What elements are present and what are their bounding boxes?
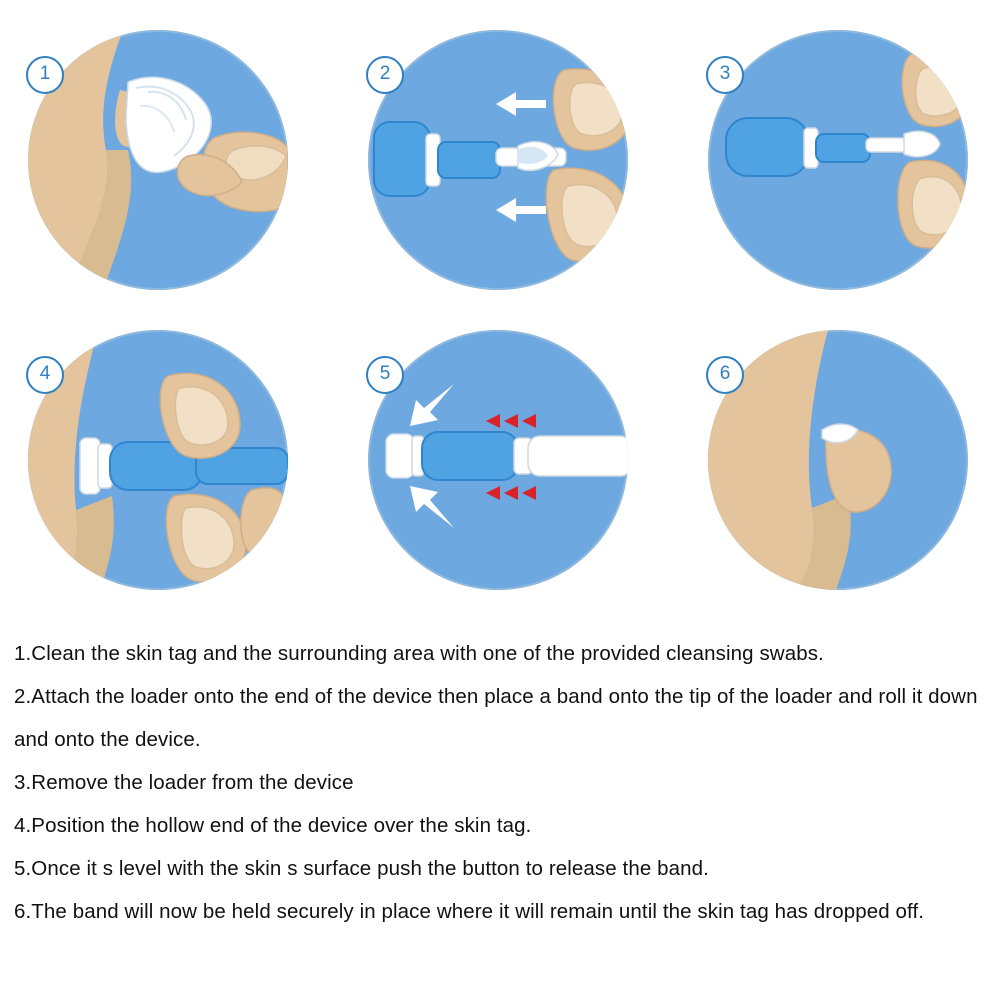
step-position-device xyxy=(10,320,310,600)
illustration-position-device xyxy=(28,330,288,590)
step-illustration-4 xyxy=(28,330,288,590)
step-badge-3: 3 xyxy=(706,56,744,94)
step-badge-6: 6 xyxy=(706,356,744,394)
instruction-line-3: 3.Remove the loader from the device xyxy=(14,771,354,794)
step-clean-skin-tag xyxy=(10,20,310,300)
step-attach-loader-and-band xyxy=(350,20,650,300)
step-badge-4: 4 xyxy=(26,356,64,394)
illustration-release-band xyxy=(368,330,628,590)
step-badge-2: 2 xyxy=(366,56,404,94)
illustration-remove-loader xyxy=(708,30,968,290)
step-illustration-5 xyxy=(368,330,628,590)
step-illustration-3 xyxy=(708,30,968,290)
instruction-line-1: 1.Clean the skin tag and the surrounding area with one of the provided cleansing swabs. xyxy=(14,642,824,665)
illustration-clean-swab xyxy=(28,30,288,290)
illustration-band-in-place xyxy=(708,330,968,590)
step-badge-1: 1 xyxy=(26,56,64,94)
instruction-line-4: 4.Position the hollow end of the device over the skin tag. xyxy=(14,814,532,837)
step-illustration-2 xyxy=(368,30,628,290)
step-band-in-place xyxy=(690,320,990,600)
step-illustration-6 xyxy=(708,330,968,590)
instructions-list xyxy=(14,632,989,933)
step-push-button-release-band xyxy=(350,320,650,600)
illustration-load-band xyxy=(368,30,628,290)
step-remove-loader xyxy=(690,20,990,300)
step-badge-5: 5 xyxy=(366,356,404,394)
instruction-line-2: 2.Attach the loader onto the end of the device then place a band onto the tip of the loader and roll it down and onto the device. xyxy=(14,685,984,751)
instruction-line-6: 6.The band will now be held securely in place where it will remain until the skin tag has dropped off. xyxy=(14,900,925,923)
step-illustration-1 xyxy=(28,30,288,290)
instruction-line-5: 5.Once it s level with the skin s surface push the button to release the band. xyxy=(14,857,709,880)
